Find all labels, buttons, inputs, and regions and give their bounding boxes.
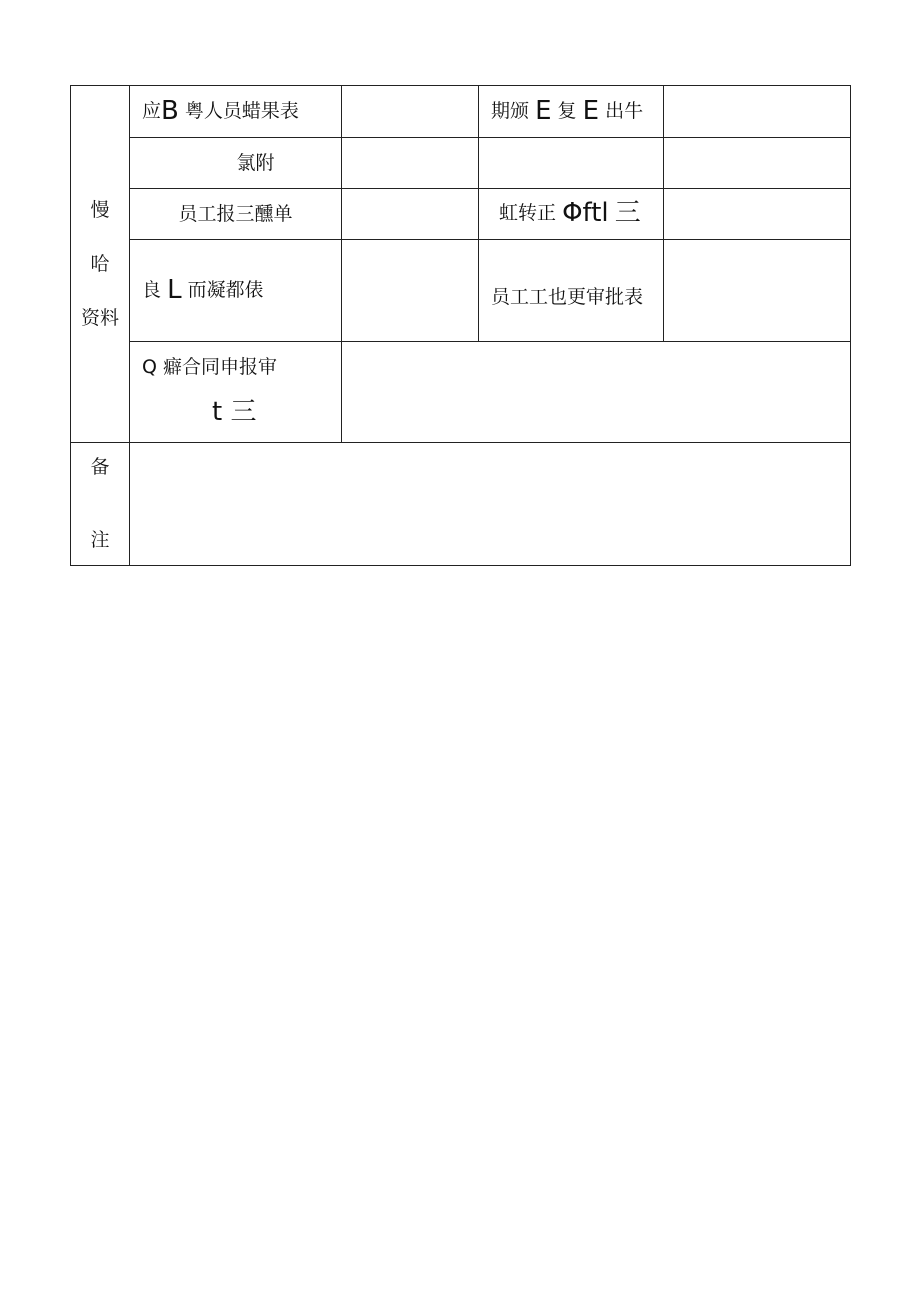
table-row [71, 138, 851, 189]
item-label-part: 良 [142, 278, 162, 301]
item-label-cell [479, 86, 664, 138]
item-label-line: t 三 [212, 396, 257, 427]
item-label-part: 复 [557, 99, 577, 122]
item-label-cell [479, 189, 664, 240]
item-label-part: E [582, 95, 600, 126]
item-label-part: E [535, 95, 552, 126]
remarks-label-cell [71, 443, 130, 566]
materials-side-label [71, 86, 130, 443]
item-value-cell[interactable] [342, 86, 479, 138]
item-value-cell[interactable] [342, 138, 479, 189]
item-label-line: Q 癖合同申报审 [142, 356, 277, 378]
item-label-cell [130, 86, 342, 138]
remarks-label-line: 备 [90, 456, 110, 479]
remarks-field[interactable] [130, 443, 851, 566]
item-label: 氯附 [236, 151, 275, 174]
item-label-part: 三 [614, 198, 641, 229]
item-label-part: B [161, 95, 179, 126]
item-label-cell [130, 240, 342, 342]
item-label-cell [130, 138, 342, 189]
item-label-cell [130, 342, 342, 443]
item-label-part: Φftl [562, 198, 609, 229]
item-label-part: 期颁 [491, 99, 530, 122]
item-value-cell[interactable] [342, 240, 479, 342]
item-value-cell[interactable] [664, 189, 851, 240]
item-value-cell[interactable] [342, 342, 851, 443]
table-row [71, 189, 851, 240]
table-row [71, 443, 851, 566]
item-label: 员工工也更审批表 [491, 286, 644, 309]
item-value-cell[interactable] [342, 189, 479, 240]
item-label-part: L [167, 274, 182, 305]
item-label-part: 而凝都俵 [187, 278, 264, 301]
side-label-line: 哈 [90, 253, 110, 275]
item-label-part: 虹转正 [499, 202, 557, 225]
personnel-document-table [70, 85, 851, 566]
side-label-line: 慢 [90, 199, 110, 221]
remarks-label-line: 注 [90, 529, 110, 551]
item-label-cell [479, 240, 664, 342]
table-row [71, 240, 851, 342]
item-label: 员工报三醺单 [178, 202, 293, 225]
item-label-cell [479, 138, 664, 189]
side-label-line: 资料 [80, 307, 119, 329]
item-label-cell [130, 189, 342, 240]
item-label-part: 应 [142, 99, 162, 122]
item-label-part: 粤人员蜡果表 [184, 99, 299, 122]
table-row [71, 342, 851, 443]
item-value-cell[interactable] [664, 86, 851, 138]
item-value-cell[interactable] [664, 138, 851, 189]
item-label-part: 出牛 [605, 99, 644, 122]
table-row [71, 86, 851, 138]
item-value-cell[interactable] [664, 240, 851, 342]
